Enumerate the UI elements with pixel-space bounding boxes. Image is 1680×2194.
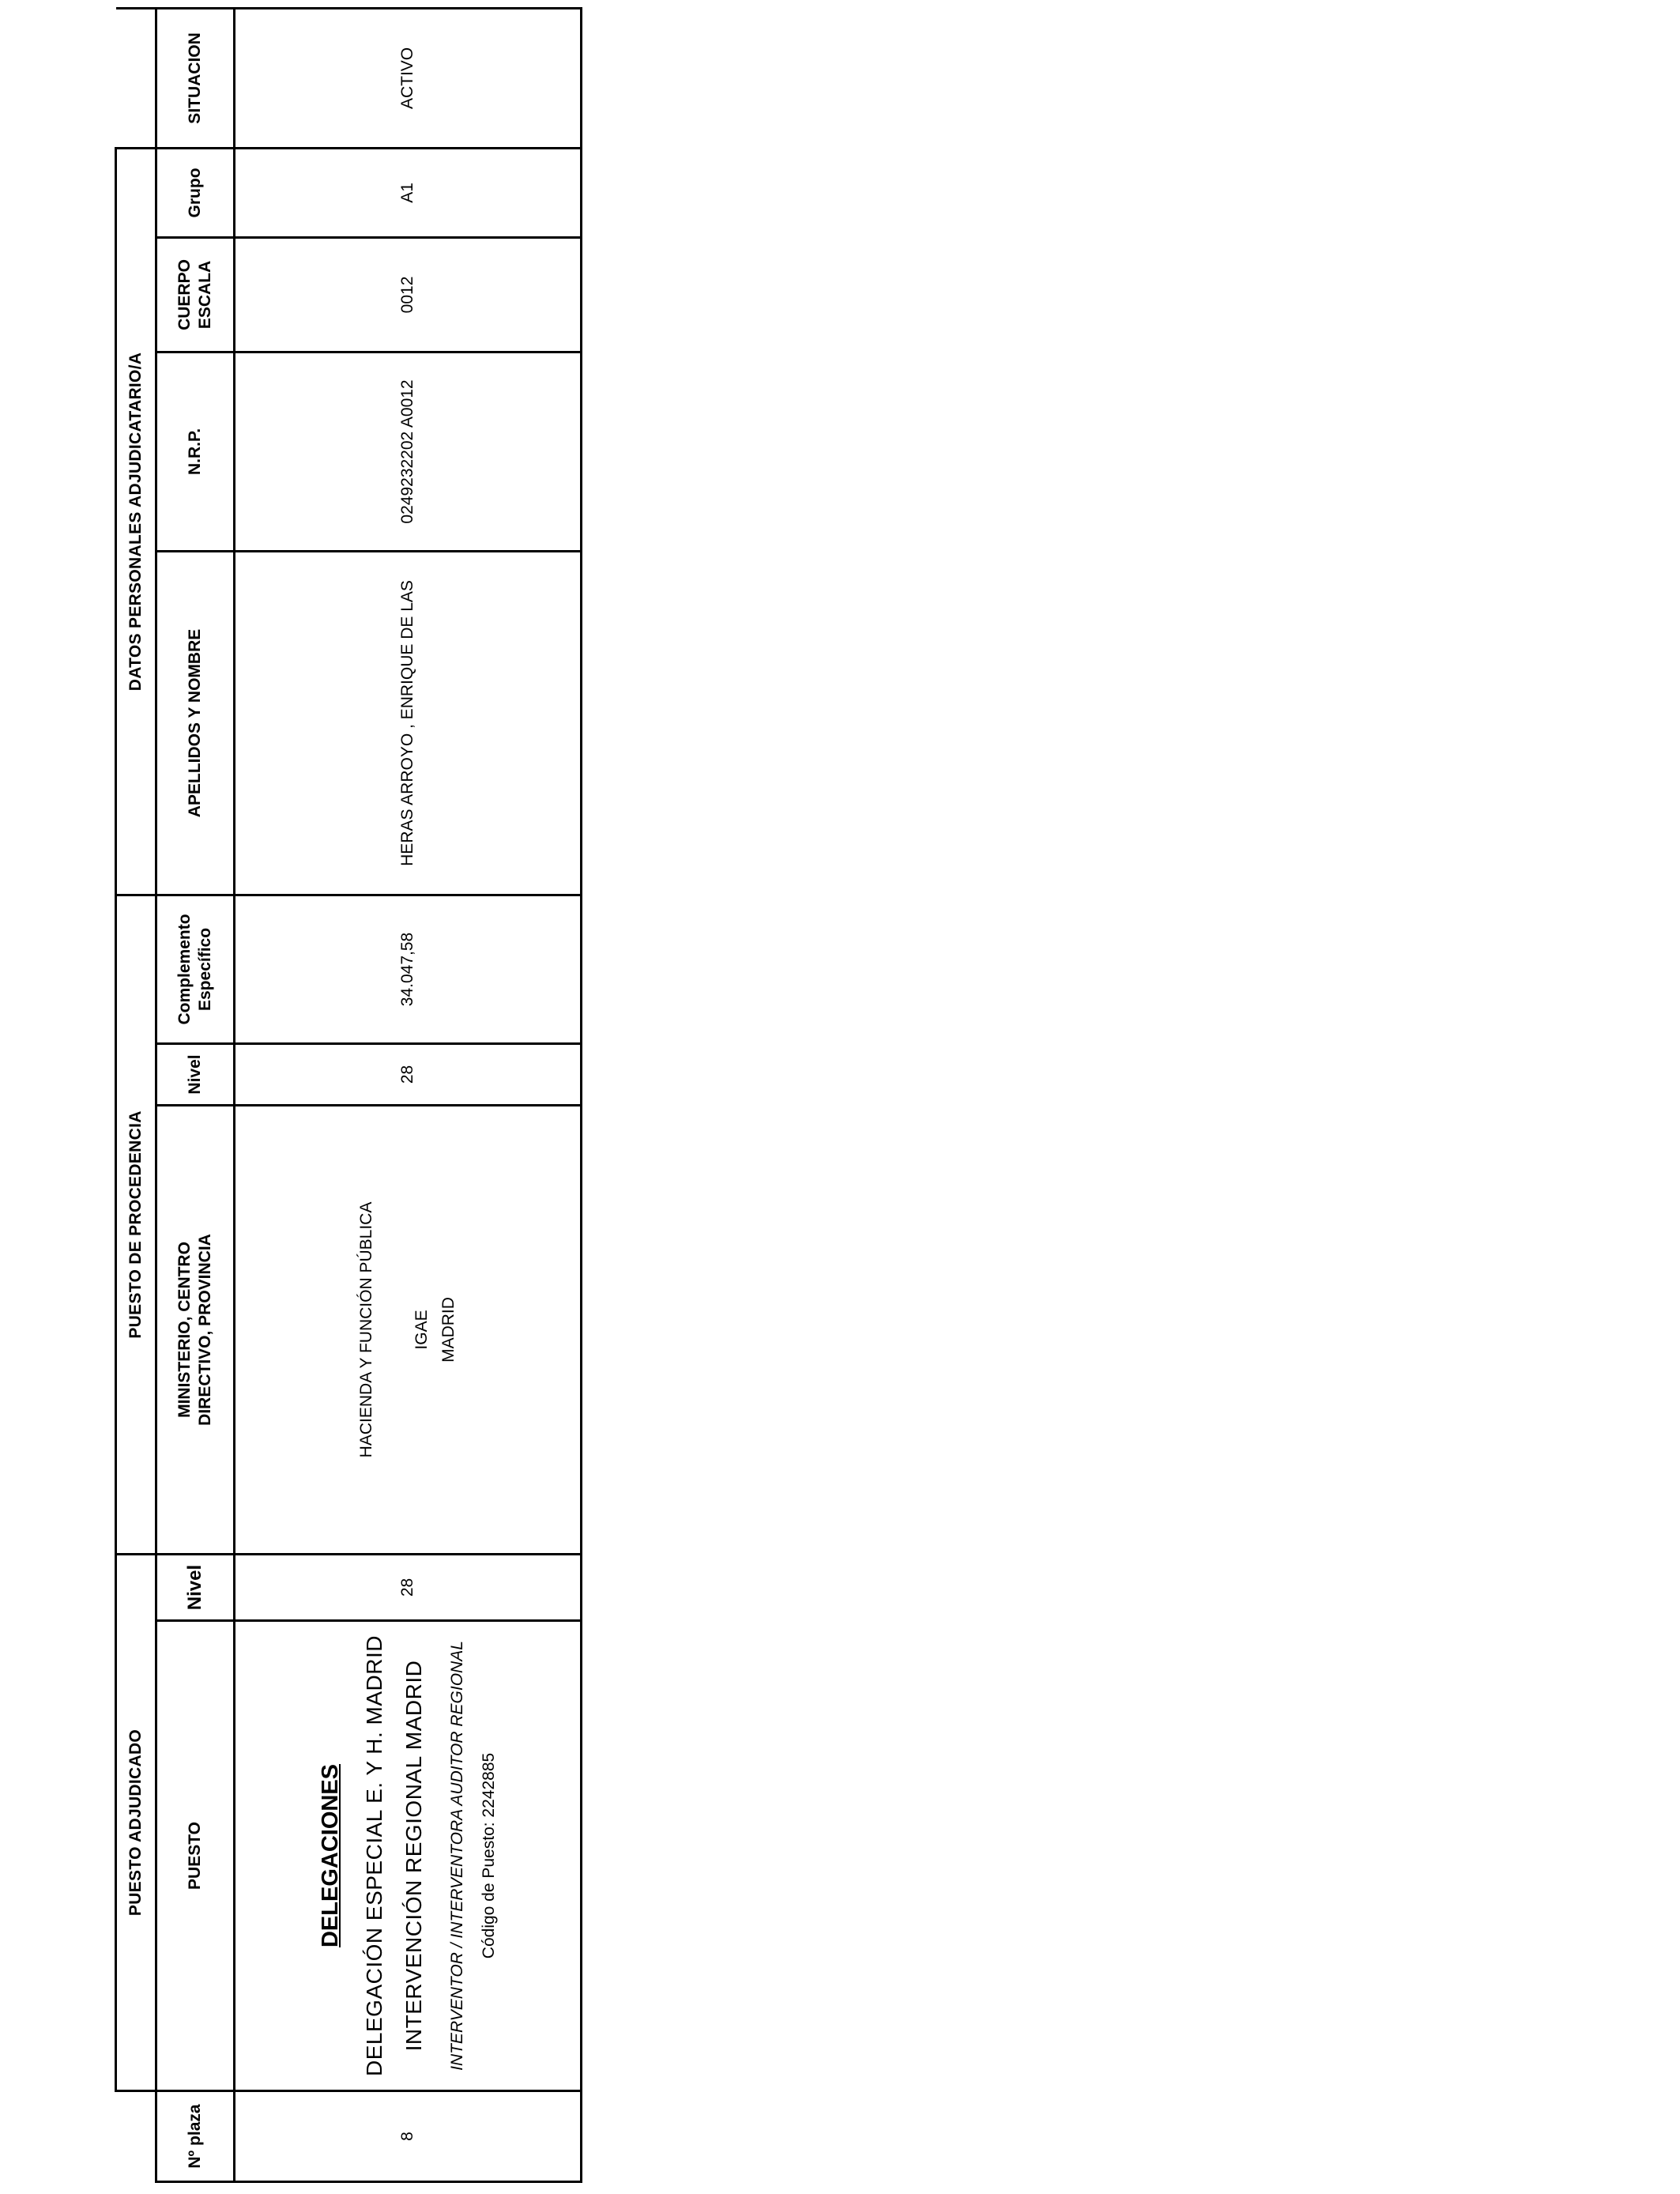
adjudication-table xyxy=(115,7,582,2183)
puesto-unidad: DELEGACIÓN ESPECIAL E. Y H. MADRID xyxy=(361,1635,386,2076)
cell-grupo: A1 xyxy=(235,148,582,237)
cell-puesto xyxy=(235,1621,582,2091)
cell-ministerio xyxy=(235,1105,582,1554)
header-complemento xyxy=(156,895,235,1043)
header-ministerio-line1: MINISTERIO, CENTRO xyxy=(175,1242,194,1418)
cell-nivel: 28 xyxy=(235,1554,582,1620)
header-cuerpo xyxy=(156,237,235,352)
column-header-row xyxy=(156,8,235,2181)
puesto-denominacion: INTERVENTOR / INTERVENTORA AUDITOR REGIONAL xyxy=(447,1641,466,2071)
puesto-subunidad: INTERVENCIÓN REGIONAL MADRID xyxy=(401,1660,426,2052)
cell-nivel-procedencia: 28 xyxy=(235,1043,582,1105)
provincia: MADRID xyxy=(439,1297,458,1363)
header-ministerio xyxy=(156,1105,235,1554)
group-header-row xyxy=(116,8,156,2181)
cell-nrp: 0249232202 A0012 xyxy=(235,352,582,551)
cell-n-plaza: 8 xyxy=(235,2091,582,2182)
group-empty-cell xyxy=(116,2091,156,2182)
header-nivel-procedencia: Nivel xyxy=(156,1043,235,1105)
cell-situacion: ACTIVO xyxy=(235,8,582,148)
header-complemento-line2: Específico xyxy=(196,927,214,1011)
puesto-codigo: Código de Puesto: 2242885 xyxy=(479,1752,498,1959)
group-situacion-empty xyxy=(116,8,156,148)
table-row xyxy=(235,8,582,2181)
group-puesto-procedencia: PUESTO DE PROCEDENCIA xyxy=(116,895,156,1554)
header-ministerio-line2: DIRECTIVO, PROVINCIA xyxy=(196,1234,214,1426)
centro-directivo: IGAE xyxy=(412,1310,431,1350)
header-nrp: N.R.P. xyxy=(156,352,235,551)
group-datos-personales: DATOS PERSONALES ADJUDICATARIO/A xyxy=(116,148,156,895)
header-grupo: Grupo xyxy=(156,148,235,237)
header-puesto: PUESTO xyxy=(156,1621,235,2091)
cell-cuerpo: 0012 xyxy=(235,237,582,352)
header-situacion: SITUACION xyxy=(156,8,235,148)
header-complemento-line1: Complemento xyxy=(175,914,194,1025)
header-cuerpo-line2: ESCALA xyxy=(196,260,214,330)
adjudication-table-rotated xyxy=(115,9,573,2183)
cell-apellidos-nombre: HERAS ARROYO , ENRIQUE DE LAS xyxy=(235,551,582,895)
header-apellidos: APELLIDOS Y NOMBRE xyxy=(156,551,235,895)
header-n-plaza: Nº plaza xyxy=(156,2091,235,2182)
ministerio-name: HACIENDA Y FUNCIÓN PÚBLICA xyxy=(357,1201,375,1458)
cell-complemento: 34.047,58 xyxy=(235,895,582,1043)
header-nivel: Nivel xyxy=(156,1554,235,1620)
group-puesto-adjudicado: PUESTO ADJUDICADO xyxy=(116,1554,156,2090)
puesto-seccion: DELEGACIONES xyxy=(317,1763,343,1948)
header-cuerpo-line1: CUERPO xyxy=(175,259,194,330)
